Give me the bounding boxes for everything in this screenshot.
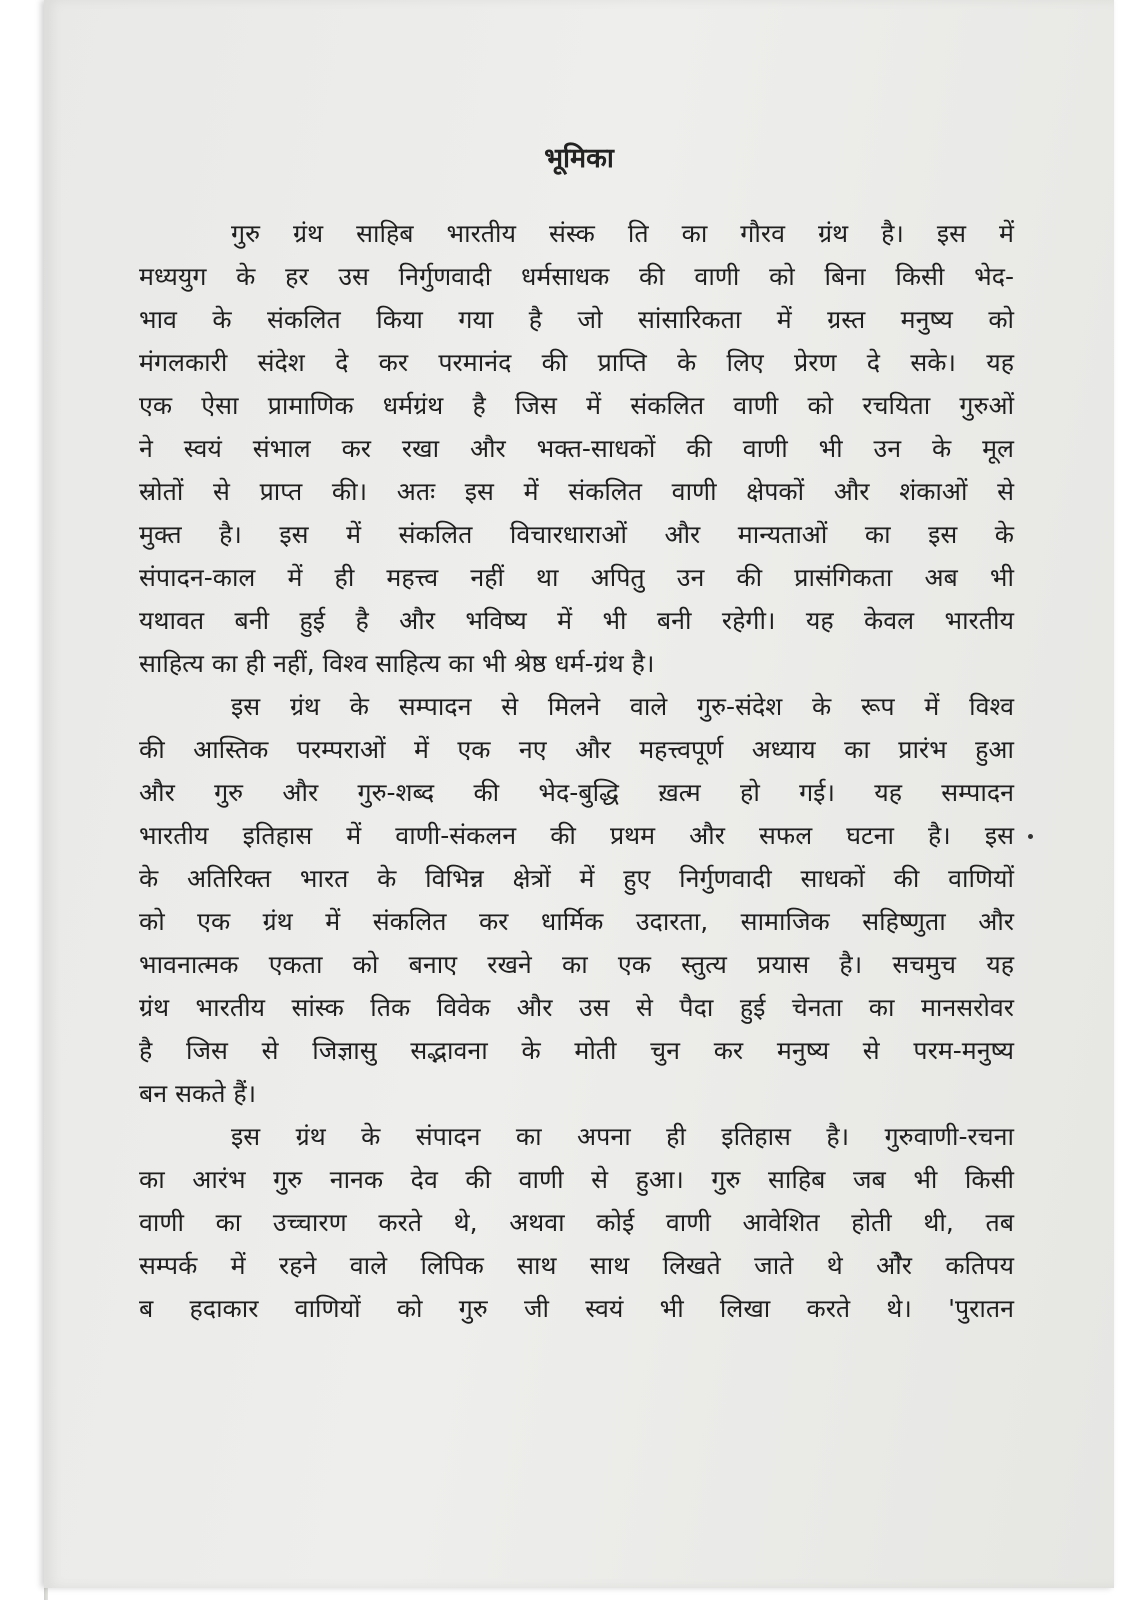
text-line: मध्ययुग के हर उस निर्गुणवादी धर्मसाधक की वाणी को बिना किसी भेद- — [139, 262, 1014, 291]
text-line: एक ऐसा प्रामाणिक धर्मग्रंथ है जिस में संकलित वाणी को रचयिता गुरुओं — [139, 391, 1014, 420]
text-line: की आस्तिक परम्पराओं में एक नए और महत्त्वपूर्ण अध्याय का प्रारंभ हुआ — [139, 735, 1014, 764]
text-line: सम्पर्क में रहने वाले लिपिक साथ साथ लिखते जाते थे ओैर कतिपय — [139, 1251, 1014, 1280]
text-line: इस ग्रंथ के सम्पादन से मिलने वाले गुरु-संदेश के रूप में विश्व — [231, 692, 1014, 721]
text-line: है जिस से जिज्ञासु सद्भावना के मोती चुन कर मनुष्य से परम-मनुष्य — [139, 1036, 1014, 1065]
text-line: ग्रंथ भारतीय सांस्क तिक विवेक और उस से पैदा हुई चेनता का मानसरोवर — [139, 993, 1014, 1022]
body-text — [139, 212, 1014, 1330]
text-line: का आरंभ गुरु नानक देव की वाणी से हुआ। गुरु साहिब जब भी किसी — [139, 1165, 1014, 1194]
text-line: गुरु ग्रंथ साहिब भारतीय संस्क ति का गौरव ग्रंथ है। इस में — [231, 219, 1014, 248]
bleed-through-bottom — [84, 1330, 1054, 1370]
paragraph-1 — [139, 212, 1014, 685]
text-line: को एक ग्रंथ में संकलित कर धार्मिक उदारता, सामाजिक सहिष्णुता और — [139, 907, 1014, 936]
text-line: ने स्वयं संभाल कर रखा और भक्त-साधकों की वाणी भी उन के मूल — [139, 434, 1014, 463]
paragraph-3 — [139, 1115, 1014, 1330]
text-line: के अतिरिक्त भारत के विभिन्न क्षेत्रों में हुए निर्गुणवादी साधकों की वाणियों — [139, 864, 1014, 893]
bleed-through-top — [84, 45, 1054, 85]
text-line: साहित्य का ही नहीं, विश्व साहित्य का भी श्रेष्ठ धर्म-ग्रंथ है। — [139, 649, 655, 678]
paragraph-2 — [139, 685, 1014, 1115]
text-line: भावनात्मक एकता को बनाए रखने का एक स्तुत्य प्रयास है। सचमुच यह — [139, 950, 1014, 979]
text-line: भाव के संकलित किया गया है जो सांसारिकता में ग्रस्त मनुष्य को — [139, 305, 1014, 334]
text-line: ब हदाकार वाणियों को गुरु जी स्वयं भी लिखा करते थे। 'पुरातन — [139, 1294, 1014, 1323]
book-page — [44, 0, 1114, 1588]
text-line: और गुरु और गुरु-शब्द की भेद-बुद्धि ख़त्म हो गई। यह सम्पादन — [139, 778, 1014, 807]
text-line: यथावत बनी हुई है और भविष्य में भी बनी रहेगी। यह केवल भारतीय — [139, 606, 1014, 635]
text-line: वाणी का उच्चारण करते थे, अथवा कोई वाणी आवेशित होती थी, तब — [139, 1208, 1014, 1237]
text-line: भारतीय इतिहास में वाणी-संकलन की प्रथम और सफल घटना है। इस — [139, 821, 1014, 850]
text-line: मुक्त है। इस में संकलित विचारधाराओं और मान्यताओं का इस के — [139, 520, 1014, 549]
text-line: स्रोतों से प्राप्त की। अतः इस में संकलित वाणी क्षेपकों और शंकाओं से — [139, 477, 1014, 506]
text-line: मंगलकारी संदेश दे कर परमानंद की प्राप्ति के लिए प्रेरण दे सके। यह — [139, 348, 1014, 377]
text-line: इस ग्रंथ के संपादन का अपना ही इतिहास है। गुरुवाणी-रचना — [231, 1122, 1014, 1151]
page-title: भूमिका — [544, 143, 614, 174]
text-line: बन सकते हैं। — [139, 1079, 257, 1108]
speck-mark — [1028, 834, 1033, 839]
text-line: संपादन-काल में ही महत्त्व नहीं था अपितु उन की प्रासंगिकता अब भी — [139, 563, 1014, 592]
